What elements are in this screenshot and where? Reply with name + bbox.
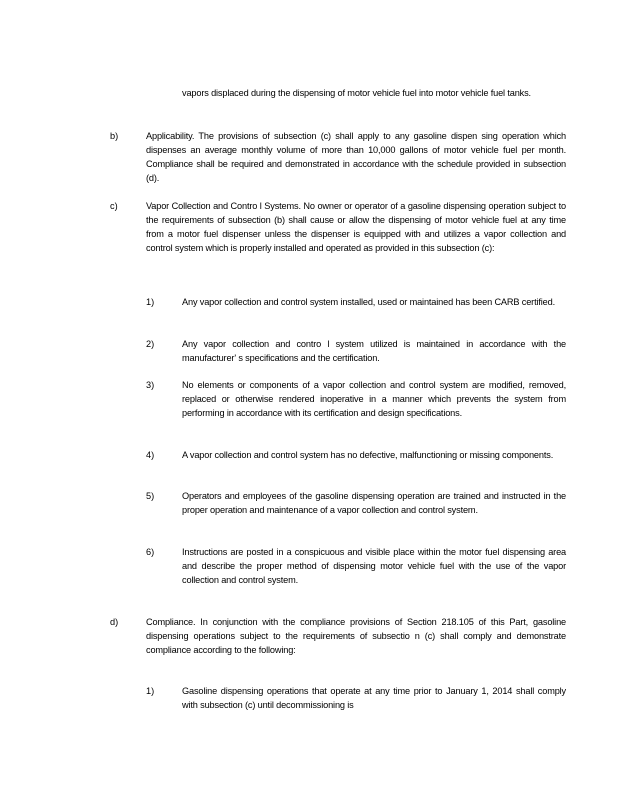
section-c-item-3-text: No elements or components of a vapor collection and control system are modified, removed, replaced or otherwise rendered inoperative in a manner which prevents the system from performing in accordance with its certification and design specifications. <box>182 380 566 418</box>
section-c-item-2-text: Any vapor collection and contro l system utilized is maintained in accordance with the manufacturer' s specifications and the certification. <box>182 339 566 363</box>
section-c-item-5-label: 5) <box>146 491 155 501</box>
section-c-label: c) <box>110 201 118 211</box>
section-d-text: Compliance. In conjunction with the compliance provisions of Section 218.105 of this Part, gasoline dispensing operations subject to the requirements of subsectio n (c) shall comply and demonstrate compliance according to the following: <box>146 617 566 655</box>
continuation-paragraph: vapors displaced during the dispensing of motor vehicle fuel into motor vehicle fuel tanks. <box>182 88 531 98</box>
section-c-item-6-label: 6) <box>146 547 155 557</box>
section-c-item-4-text: A vapor collection and control system has no defective, malfunctioning or missing components. <box>182 450 554 460</box>
section-b-label: b) <box>110 131 119 141</box>
section-d-item-1-label: 1) <box>146 686 155 696</box>
section-c-item-2-label: 2) <box>146 339 155 349</box>
section-c-item-5-text: Operators and employees of the gasoline dispensing operation are trained and instructed in the proper operation and maintenance of a vapor collection and control system. <box>182 491 566 515</box>
section-d-label: d) <box>110 617 119 627</box>
section-c-text: Vapor Collection and Contro l Systems. No owner or operator of a gasoline dispensing operation subject to the requirements of subsection (b) shall cause or allow the dispensing of motor vehicle fuel at any time from a motor fuel dispenser unless the dispenser is equipped with and utilizes a vapor collection and control system which is properly installed and operated as provided in this subsection (c): <box>146 201 566 253</box>
section-c-item-1-label: 1) <box>146 297 155 307</box>
section-b-text: Applicability. The provisions of subsection (c) shall apply to any gasoline dispen sing operation which dispenses an average monthly volume of more than 10,000 gallons of motor vehicle fuel per month. Compliance shall be required and demonstrated in accordance with the schedule provided in subsection (d). <box>146 131 566 183</box>
section-c-item-3-label: 3) <box>146 380 155 390</box>
section-d-item-1-text: Gasoline dispensing operations that operate at any time prior to January 1, 2014 shall comply with subsection (c) until decommissioning is <box>182 686 566 710</box>
section-c-item-1-text: Any vapor collection and control system installed, used or maintained has been CARB certified. <box>182 297 556 307</box>
section-c-item-6-text: Instructions are posted in a conspicuous and visible place within the motor fuel dispensing area and describe the proper method of dispensing motor vehicle fuel with the use of the vapor collection and control system. <box>182 547 566 585</box>
section-c-item-4-label: 4) <box>146 450 155 460</box>
